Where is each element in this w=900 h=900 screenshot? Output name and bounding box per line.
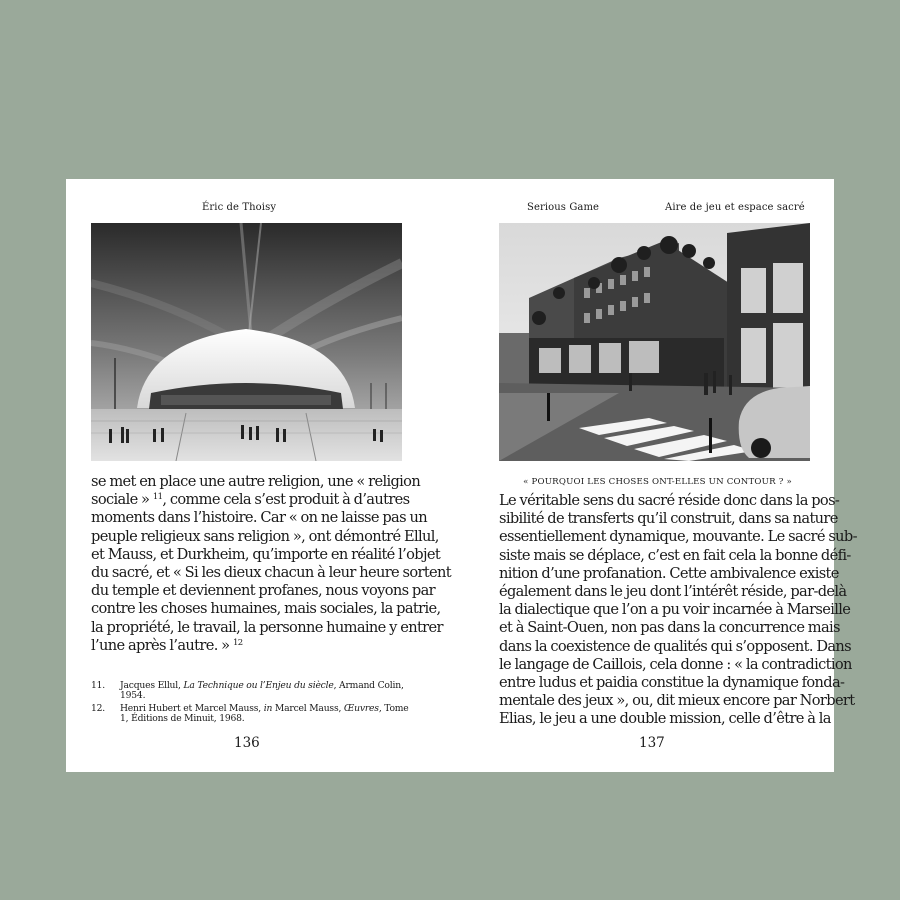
text-line: Elias, le jeu a une double mission, celle d’être à la xyxy=(499,710,831,728)
text-line: siste mais se déplace, c’est en fait cela la bonne défi- xyxy=(499,546,851,564)
text-line: du temple et deviennent profanes, nous voyons par xyxy=(91,582,435,600)
left-body-text xyxy=(91,473,451,655)
footnote-reference: 12 xyxy=(232,637,243,648)
text-line: mentale des jeux », ou, dit mieux encore par Norbert xyxy=(499,692,855,710)
footnote-reference: 11 xyxy=(152,492,163,503)
running-head-book-title: Serious Game xyxy=(527,202,600,213)
text-line: essentiellement dynamique, mouvante. Le sacré sub- xyxy=(499,528,857,546)
stadium-photo xyxy=(91,223,402,461)
text-line: entre ludus et paidia constitue la dynamique fonda- xyxy=(499,674,845,692)
text-line: moments dans l’histoire. Car « on ne laisse pas un xyxy=(91,509,427,527)
text-line: Le véritable sens du sacré réside donc dans la pos- xyxy=(499,492,840,509)
text-line: la propriété, le travail, la personne humaine y entrer xyxy=(91,618,443,636)
text-line: contre les choses humaines, mais sociales, la patrie, xyxy=(91,600,441,618)
text-line: du sacré, et « Si les dieux chacun à leur heure sortent xyxy=(91,564,451,582)
footnotes xyxy=(91,681,411,727)
text-line: également dans le jeu dont l’intérêt réside, par-delà xyxy=(499,583,847,601)
street-photo xyxy=(499,223,810,461)
left-page xyxy=(66,179,450,772)
page-number-right: 137 xyxy=(639,735,665,751)
text-line: sociale » $^{11}$, comme cela s’est produit à d’autres xyxy=(91,491,410,509)
running-head-chapter: Aire de jeu et espace sacré xyxy=(665,202,805,213)
text-line: l’une après l’autre. » $^{12}$ xyxy=(91,636,243,654)
text-line: et à Saint-Ouen, non pas dans la concurrence mais xyxy=(499,619,840,637)
text-line: dans la coexistence de qualités qui s’opposent. Dans xyxy=(499,637,852,655)
section-subheading: « POURQUOI LES CHOSES ONT-ELLES UN CONTOUR ? » xyxy=(523,477,792,487)
right-body-text xyxy=(499,492,857,729)
text-line: nition d’une profanation. Cette ambivalence existe xyxy=(499,564,839,582)
text-line: le langage de Caillois, cela donne : « la contradiction xyxy=(499,655,852,673)
running-head-author: Éric de Thoisy xyxy=(202,202,277,213)
text-line: se met en place une autre religion, une « religion xyxy=(91,473,421,490)
book-spread xyxy=(66,179,857,772)
text-line: sibilité de transferts qu’il construit, dans sa nature xyxy=(499,510,838,528)
text-line: et Mauss, et Durkheim, qu’importe en réalité l’objet xyxy=(91,545,441,563)
text-line: peuple religieux sans religion », ont démontré Ellul, xyxy=(91,527,439,545)
right-page xyxy=(450,179,857,772)
text-line: la dialectique que l’on a pu voir incarnée à Marseille xyxy=(499,601,851,619)
footnote: 11. Jacques Ellul, La Technique ou l’Enjeu du siècle, Armand Colin, 1954. xyxy=(91,680,404,702)
page-number-left: 136 xyxy=(234,735,260,751)
stadium-photo-graphic xyxy=(91,223,402,461)
footnote: 12. Henri Hubert et Marcel Mauss, in Marcel Mauss, Œuvres, Tome 1, Éditions de Minuit, 1968. xyxy=(91,702,409,725)
street-photo-graphic xyxy=(499,223,810,461)
